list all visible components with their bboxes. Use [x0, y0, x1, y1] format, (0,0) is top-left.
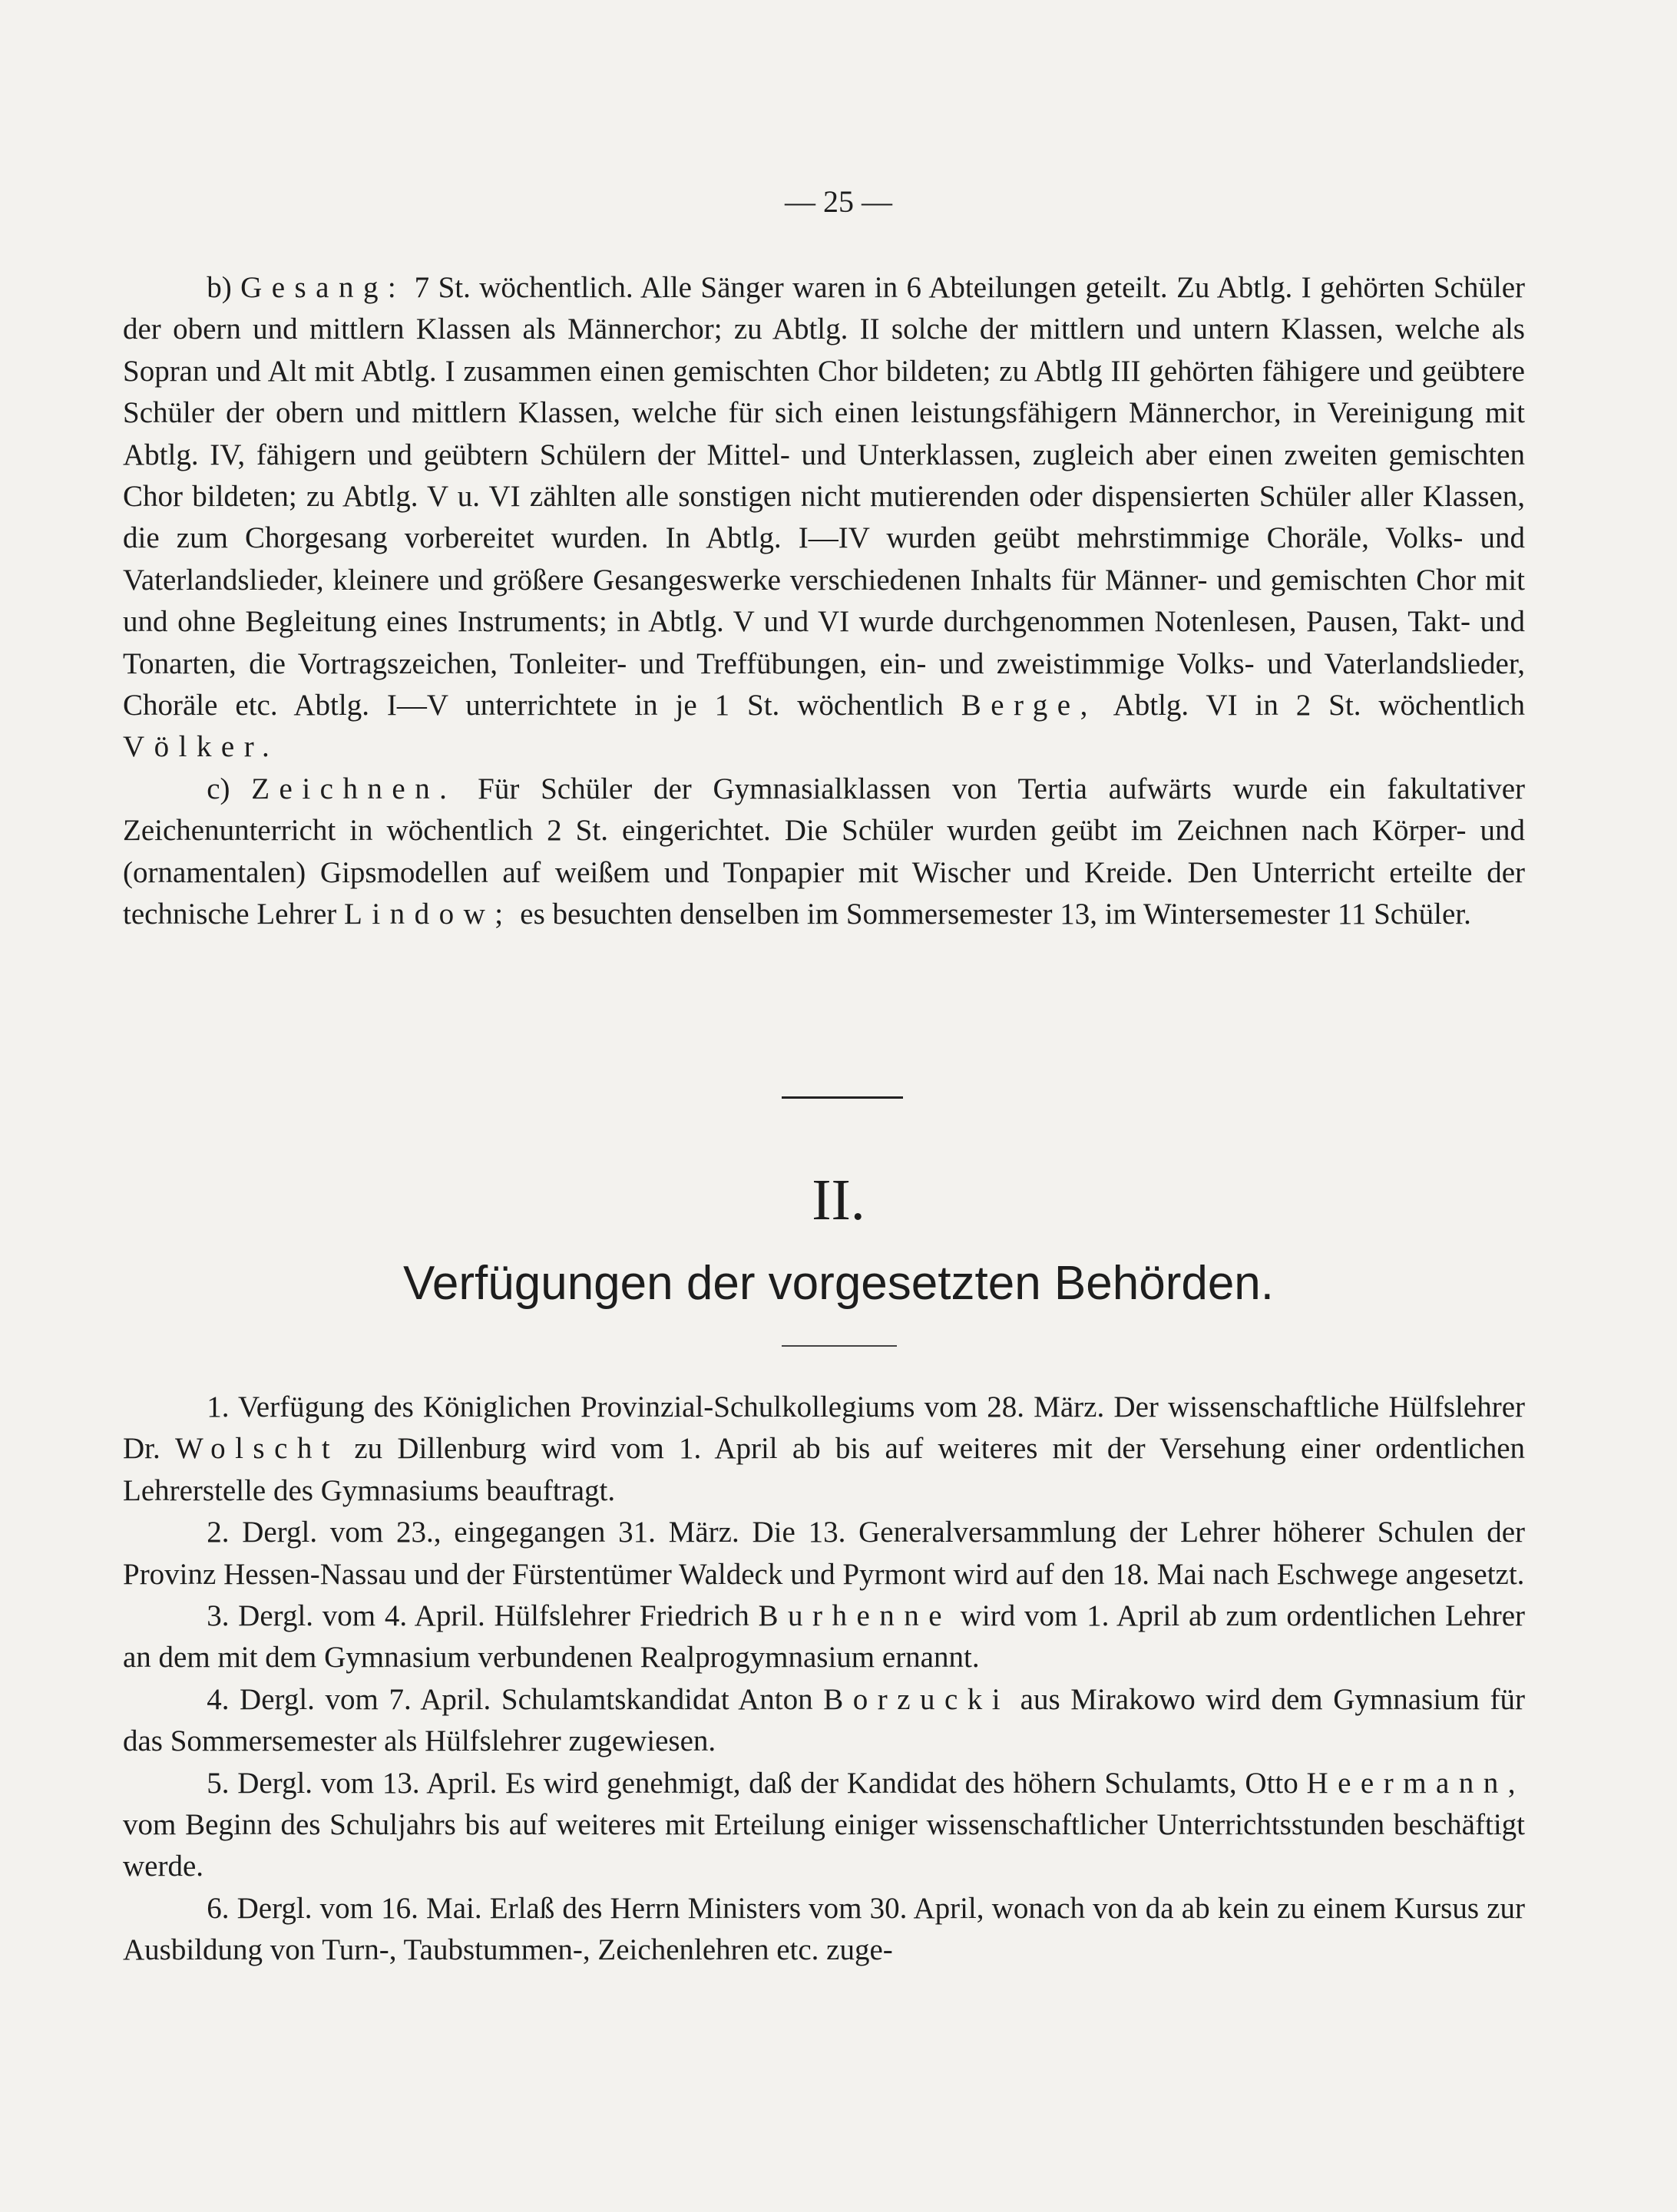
decree-5-text-2: vom Beginn des Schuljahrs bis auf weiteres mit Erteilung einiger wissenschaftlicher Unterrichtsstunden beschäftigt werde.	[123, 1808, 1525, 1883]
section-b-teacher-1: Berge,	[961, 689, 1097, 722]
decree-1-name: Wolscht	[174, 1432, 340, 1466]
decree-1-text-2: zu Dillenburg wird vom 1. April ab bis auf weiteres mit der Versehung einer ordentlichen Lehrerstelle des Gymnasiums beauftragt.	[123, 1432, 1526, 1507]
decree-2-text: 2. Dergl. vom 23., eingegangen 31. März. Die 13. Generalversammlung der Lehrer höherer Schulen der Provinz Hessen-Nassau und der Fürstentümer Waldeck und Pyrmont wird auf den 18. Mai nach Eschwege angesetzt.	[123, 1516, 1525, 1591]
decree-item-1	[123, 1387, 1525, 1512]
decree-item-6	[123, 1888, 1525, 1972]
section-b-teacher-2: Völker.	[123, 730, 280, 764]
decree-4-text-1: 4. Dergl. vom 7. April. Schulamtskandidat Anton	[207, 1682, 824, 1716]
section-b-text-1: 7 St. wöchentlich. Alle Sänger waren in 6 Abteilungen geteilt. Zu Abtlg. I gehörten Schüler der obern und mittlern Klassen als Männerchor; zu Abtlg. II solche der mittlern und untern Klassen, welche als Sopran und Alt mit Abtlg. I zusammen einen gemischten Chor bildeten; zu Abtlg III gehörten fähigere und geübtere Schüler der obern und mittlern Klassen, welche für sich einen leistungsfähigern Männerchor, in Vereinigung mit Abtlg. IV, fähigern und geübtern Schülern der Mittel- und Unterklassen, zugleich aber einen zweiten gemischten Chor bildeten; zu Abtlg. V u. VI zählten alle sonstigen nicht mutierenden oder dispensierten Schüler aller Klassen, die zum Chorgesang vorbereitet wurden. In Abtlg. I—IV wurden geübt mehrstimmige Choräle, Volks- und Vaterlandslieder, kleinere und größere Gesangeswerke verschiedenen Inhalts für Männer- und gemischten Chor mit und ohne Begleitung eines Instruments; in Abtlg. V und VI wurde durchgenommen Notenlesen, Pausen, Takt- und Tonarten, die Vortragszeichen, Tonleiter- und Treffübungen, ein- und zweistimmige Volks- und Vaterlandslieder, Choräle etc. Abtlg. I—V unterrichtete in je 1 St. wöchentlich	[123, 271, 1525, 722]
decree-1-text-1: 1. Verfügung des Königlichen Provinzial-Schulkollegiums vom 28. März. Der wissenschaftliche Hülfslehrer Dr.	[123, 1390, 1525, 1466]
decree-3-text-2: wird vom 1. April ab zum ordentlichen Lehrer an dem mit dem Gymnasium verbundenen Realprogymnasium ernannt.	[123, 1599, 1525, 1675]
instruction-sections	[123, 267, 1525, 936]
section-b-label: b)	[207, 271, 232, 304]
section-b-title: Gesang:	[240, 271, 406, 304]
chapter-title: Verfügungen der vorgesetzten Behörden.	[402, 1257, 1275, 1310]
section-c-teacher: Lindow;	[344, 898, 513, 931]
section-b-text-2: Abtlg. VI in 2 St. wöchentlich	[1096, 689, 1525, 722]
decree-3-text-1: 3. Dergl. vom 4. April. Hülfslehrer Friedrich	[207, 1599, 759, 1633]
decree-item-2	[123, 1512, 1525, 1595]
decree-3-name: Burhenne	[758, 1599, 952, 1633]
section-divider	[782, 1096, 903, 1099]
decree-5-text-1: 5. Dergl. vom 13. April. Es wird genehmigt, daß der Kandidat des höhern Schulamts, Otto	[207, 1766, 1307, 1800]
decree-5-name: Heermann,	[1306, 1766, 1525, 1800]
section-c-text-1: Für Schüler der Gymnasialklassen von Tertia aufwärts wurde ein fakultativer Zeichenunterricht in wöchentlich 2 St. eingerichtet. Die Schüler wurden geübt im Zeichnen nach Körper- und (ornamentalen) Gipsmodellen auf weißem und Tonpapier mit Wischer und Kreide. Den Unterricht erteilte der technische Lehrer	[123, 772, 1526, 931]
title-underline	[782, 1345, 897, 1347]
section-c-title: Zeichnen.	[251, 772, 457, 805]
page-number: — 25 —	[785, 184, 892, 219]
section-c-paragraph	[123, 769, 1525, 936]
section-b-paragraph	[123, 267, 1525, 769]
chapter-number: II.	[812, 1168, 865, 1232]
decree-4-text-2: aus Mirakowo wird dem Gymnasium für das Sommersemester als Hülfslehrer zugewiesen.	[123, 1682, 1526, 1758]
decree-6-text: 6. Dergl. vom 16. Mai. Erlaß des Herrn Ministers vom 30. April, wonach von da ab kein zu einem Kursus zur Ausbildung von Turn-, Taubstummen-, Zeichenlehren etc. zuge-	[123, 1891, 1525, 1967]
decree-item-5	[123, 1763, 1525, 1888]
decree-list	[123, 1387, 1525, 1972]
section-c-label: c)	[207, 772, 230, 805]
decree-item-4	[123, 1679, 1525, 1763]
decree-item-3	[123, 1595, 1525, 1679]
decree-4-name: Borzucki	[823, 1682, 1011, 1716]
section-c-text-2: es besuchten denselben im Sommersemester 13, im Wintersemester 11 Schüler.	[512, 898, 1471, 931]
